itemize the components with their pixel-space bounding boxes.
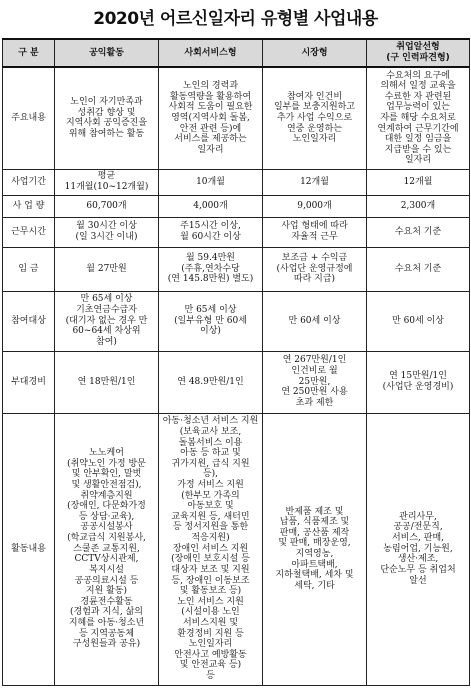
cell-line: 납품, 식품제조 및 (279, 517, 350, 528)
cell-activities-public (55, 413, 159, 685)
cell-scale-public: 60,700개 (55, 195, 159, 217)
cell-activities-social (159, 413, 263, 685)
cell-period-social: 10개월 (159, 169, 263, 195)
cell-line: 공공시설봉사 (80, 522, 133, 533)
row-label: 주요내용 (3, 67, 55, 169)
cell-line: 등, 장애인 이동보조 (171, 575, 250, 586)
cell-expense-public: 연 18만원/1인 (55, 351, 159, 413)
cell-line: 세탁, 기타 (294, 580, 335, 591)
cell-content-social (159, 67, 263, 169)
header-social: 사회서비스형 (159, 39, 263, 67)
cell-line: 만 65세 이상 (184, 305, 237, 316)
cell-line: 서비스, 판매, (391, 533, 445, 544)
cell-line: 단순노무 등 취업처 (380, 564, 456, 575)
cell-line: (취약노인 가정 방문 (67, 458, 146, 469)
cell-line: (일 3시간 이내) (75, 232, 138, 242)
cell-line: 복지시설 (89, 564, 124, 575)
cell-line: 월 59.4만원 (186, 253, 235, 264)
cell-period-public (55, 169, 159, 195)
cell-line: 경륜전수활동 (80, 596, 133, 607)
cell-line: 노인일자리 (188, 639, 233, 650)
cell-line: 대상자 보조 및 지원 (171, 564, 250, 575)
cell-scale-market: 9,000개 (263, 195, 367, 217)
cell-line: 기초연금수급자 (76, 305, 137, 316)
header-public: 공익활동 (55, 39, 159, 67)
program-table (2, 38, 470, 686)
cell-line: (보육교사 보조, (179, 426, 242, 437)
cell-line: 연 250만원 사용 (281, 387, 348, 398)
cell-scale-social: 4,000개 (159, 195, 263, 217)
cell-line: 및 안부확인, 말벗 (71, 469, 142, 480)
row-eligibility (3, 291, 470, 351)
cell-line: 일부를 보충지원하고 (273, 102, 356, 113)
cell-line: (대기자 없는 경우 만 (65, 315, 148, 326)
cell-line: 지원 활동) (85, 586, 128, 597)
cell-line: 서비스지원 및 (182, 617, 239, 628)
cell-line: 농림어업, 기능원, (383, 543, 453, 554)
page-title: 2020년 어르신일자리 유형별 사업내용 (93, 9, 378, 29)
cell-line: 추가 사업 수익으로 (276, 112, 353, 123)
cell-wage-social (159, 247, 263, 291)
cell-wage-market (263, 247, 367, 291)
cell-line: 연 15만원/1인 (389, 371, 447, 382)
cell-line: 환경정비 지원 등 (177, 628, 244, 639)
cell-period-placement: 12개월 (367, 169, 470, 195)
cell-line: 노인 서비스 지원 (177, 596, 244, 607)
cell-line: 보조금 + 수익금 (281, 253, 348, 264)
cell-line: 11개월(10~12개월) (64, 182, 149, 192)
header-placement-line2: (구 인력파견형) (386, 53, 450, 63)
cell-line: 월 60시간 이상 (180, 232, 241, 242)
row-activities (3, 413, 470, 685)
cell-line: 일자리 (197, 144, 224, 155)
cell-line: 등 지역공동체 (78, 628, 135, 639)
cell-line: 및 판매, 매장운영, (278, 538, 351, 549)
cell-line: 지혜를 아동·청소년 (68, 617, 145, 628)
cell-line: (경험과 지식, 삶의 (70, 607, 143, 618)
cell-line: 적응지원) (191, 533, 230, 544)
cell-content-public (55, 67, 159, 169)
header-category: 구 분 (3, 39, 55, 67)
row-wage (3, 247, 470, 291)
header-row (3, 39, 470, 67)
row-label: 사 업 량 (3, 195, 55, 217)
cell-expense-market (263, 351, 367, 413)
cell-content-market (263, 67, 367, 169)
cell-line: 안전 관련 등)에 (179, 123, 242, 134)
row-label: 사업기간 (3, 169, 55, 195)
cell-line: 등 정서지원을 통한 (172, 522, 249, 533)
row-label: 활동내용 (3, 413, 55, 685)
cell-line: 자를 해당 수요처로 (380, 112, 456, 123)
cell-line: 일자리 (404, 155, 432, 166)
cell-line: 따라 지급) (293, 274, 336, 285)
cell-line: 연 267만원/1인 (282, 355, 347, 366)
cell-line: 사업 형태에 따라 (281, 221, 348, 232)
row-period (3, 169, 470, 195)
cell-line: (일부유형 만 60세 (174, 315, 247, 326)
cell-line: 만 65세 이상 (80, 294, 133, 305)
cell-line: 노인의 경력과 (182, 81, 239, 92)
header-placement-line1: 취업알선형 (396, 42, 440, 53)
cell-activities-placement (367, 413, 470, 685)
header-placement (367, 39, 470, 67)
cell-line: 및 생활안전점검), (71, 480, 142, 491)
cell-line: 관리사무, (399, 511, 437, 522)
cell-line: 공공/전문직, (393, 522, 443, 533)
cell-scale-placement: 2,300개 (367, 195, 470, 217)
cell-line: (연 145.8만원) 별도) (167, 274, 254, 285)
row-label: 근무시간 (3, 217, 55, 247)
cell-line: 사회적 도움이 필요한 (168, 102, 253, 113)
cell-line: 서비스를 제공하는 (174, 134, 247, 145)
cell-expense-social: 연 48.9만원/1인 (159, 351, 263, 413)
cell-line: 노인이 자기만족과 (70, 97, 143, 108)
cell-activities-market (263, 413, 367, 685)
row-expense (3, 351, 470, 413)
cell-line: 판매, 공산품 제작 (279, 527, 350, 538)
cell-line: 60~64세 차상위 (72, 326, 141, 337)
cell-line: 월 30시간 이상 (76, 221, 137, 232)
cell-line: (한부모 가족의 (181, 490, 240, 501)
cell-line: 아동보호 및 (187, 501, 234, 512)
cell-line: 생산·제조, (397, 554, 439, 565)
cell-line: 수료한 자 관련된 (384, 91, 452, 102)
cell-hours-social (159, 217, 263, 247)
row-scale (3, 195, 470, 217)
cell-line: 및 활동보조 등) (179, 586, 242, 597)
cell-line: 반제품 제조 및 (285, 506, 344, 517)
cell-wage-public: 월 27만원 (55, 247, 159, 291)
cell-line: (사업단 운영규정에 (276, 263, 353, 274)
cell-line: 초과 제한 (295, 397, 334, 408)
cell-line: 영역(지역사회 돌봄, (171, 112, 250, 123)
cell-line: 구성원들과 공유) (72, 639, 141, 650)
cell-line: 연중 운영하는 (286, 123, 343, 134)
cell-line: 의해서 일정 교육을 (380, 81, 456, 92)
cell-line: 취약계층지원 (80, 490, 133, 501)
cell-line: 위해 참여하는 활동 (68, 128, 145, 139)
cell-line: 아동·청소년 서비스 지원 (162, 416, 259, 427)
cell-line: 평균 (97, 171, 116, 182)
cell-line: (사업단 운영경비) (382, 382, 454, 392)
row-label: 부대경비 (3, 351, 55, 413)
cell-line: 등 (206, 671, 215, 681)
cell-line: 25만원, (298, 376, 331, 387)
row-label: 참여대상 (3, 291, 55, 351)
cell-eligibility-social (159, 291, 263, 351)
cell-line: 업무능력이 있는 (386, 102, 450, 113)
cell-line: 자율적 근무 (291, 232, 338, 242)
cell-line: 지역영농, (295, 549, 334, 559)
header-market: 시장형 (263, 39, 367, 67)
cell-line: 귀가지원, 급식 지원 (171, 458, 250, 469)
row-hours (3, 217, 470, 247)
cell-line: (장애인 보호시설 등 (171, 554, 250, 565)
cell-line: 연계하여 근무기간에 (377, 123, 459, 134)
cell-line: 장애인 서비스 지원 (172, 543, 249, 554)
cell-line: (학교급식 지원봉사, (67, 533, 146, 544)
cell-line: (장애인, 다문화가정 (67, 501, 146, 512)
cell-line: (시설이용 노인 (181, 607, 240, 618)
cell-line: 및 안전교육 등) (179, 660, 242, 671)
cell-line: 아파트택배, (291, 559, 338, 570)
cell-line: 안전사고 예방활동 (174, 649, 247, 660)
cell-hours-public (55, 217, 159, 247)
cell-line: 노인일자리 (292, 134, 337, 145)
cell-line: 교육지원 등, 새터민 (171, 511, 250, 522)
cell-line: 지하철택배, 세차 및 (275, 570, 354, 581)
cell-line: 지급받을 수 있는 (384, 144, 452, 155)
cell-line: 참여) (96, 336, 117, 347)
cell-line: 수요처의 요구에 (386, 70, 450, 81)
cell-hours-market (263, 217, 367, 247)
cell-line: CCTV상시관제, (74, 554, 139, 565)
cell-line: 성취감 향상 및 (77, 107, 136, 118)
cell-line: 이상) (200, 326, 221, 337)
cell-line: 등), (202, 469, 219, 480)
cell-line: 지역사회 공익증진을 (65, 118, 148, 129)
cell-eligibility-placement: 만 60세 이상 (367, 291, 470, 351)
cell-line: 아동 등 하교 및 (180, 448, 241, 459)
cell-line: 활동역량을 활용하여 (169, 91, 252, 102)
cell-eligibility-market: 만 60세 이상 (263, 291, 367, 351)
cell-line: 인건비로 월 (291, 366, 338, 377)
cell-line: 등 상담·교육), (78, 511, 135, 522)
cell-content-placement (367, 67, 470, 169)
cell-line: 참여자 인건비 (286, 91, 343, 102)
cell-eligibility-public (55, 291, 159, 351)
cell-line: 돌봄서비스 이용 (178, 437, 243, 448)
cell-line: 알선 (409, 575, 427, 586)
cell-line: 스쿨존 교통지원, (73, 543, 140, 554)
cell-line: 주15시간 이상, (180, 221, 241, 232)
cell-line: 노노케어 (89, 448, 124, 459)
row-content (3, 67, 470, 169)
row-label: 임 금 (3, 247, 55, 291)
cell-line: 공공의료시설 등 (74, 575, 139, 586)
cell-wage-placement: 수요처 기준 (367, 247, 470, 291)
cell-hours-placement: 수요처 기준 (367, 217, 470, 247)
cell-line: 대한 일정 임금을 (384, 134, 452, 145)
cell-line: (주휴,연차수당 (181, 263, 240, 274)
cell-expense-placement (367, 351, 470, 413)
cell-line: 가정 서비스 지원 (177, 480, 244, 491)
cell-period-market: 12개월 (263, 169, 367, 195)
